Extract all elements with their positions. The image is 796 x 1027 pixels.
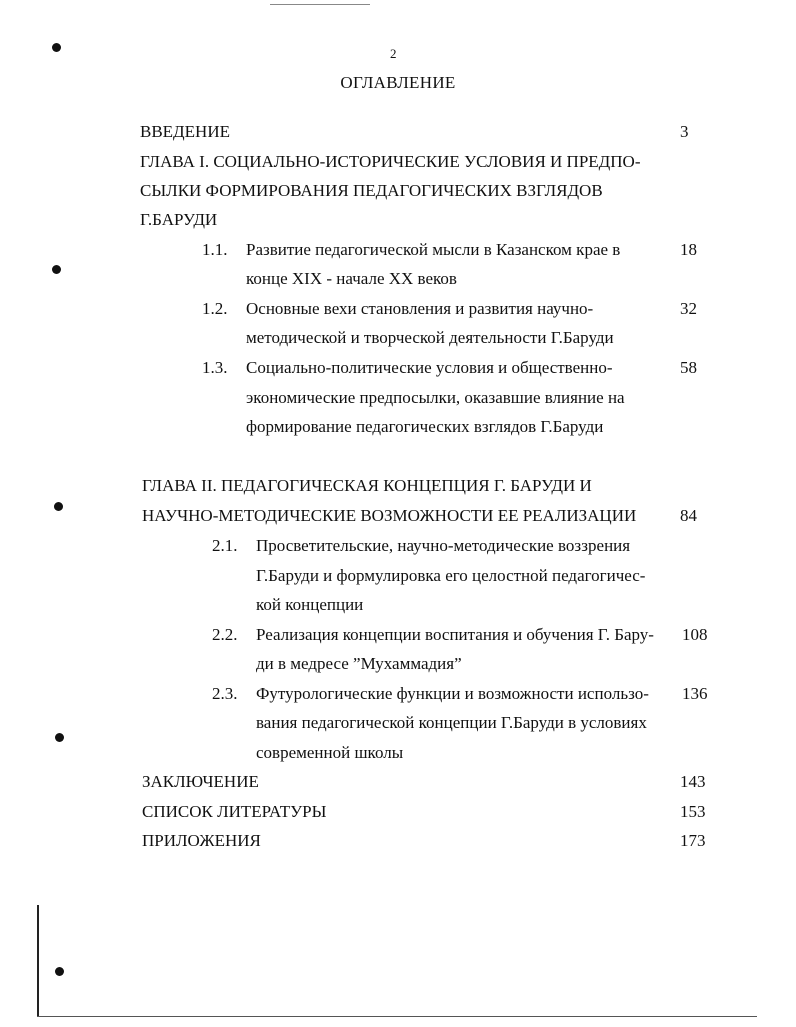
- toc-appendix-page: 173: [680, 831, 706, 850]
- binding-hole: [52, 265, 61, 274]
- toc-conclusion-page: 143: [680, 772, 706, 791]
- scan-bottom-edge: [37, 1016, 757, 1017]
- page-title: ОГЛАВЛЕНИЕ: [340, 73, 456, 92]
- toc-intro-page: 3: [680, 122, 689, 141]
- binding-hole: [54, 502, 63, 511]
- section-page: 108: [682, 625, 708, 644]
- toc-bibliography-label: СПИСОК ЛИТЕРАТУРЫ: [142, 802, 327, 821]
- section-title-line: Реализация концепции воспитания и обучения Г. Бару-: [256, 625, 654, 644]
- section-page: 58: [680, 358, 697, 377]
- section-page: 32: [680, 299, 697, 318]
- section-number: 1.3.: [202, 358, 228, 377]
- chapter1-title-line: ГЛАВА I. СОЦИАЛЬНО-ИСТОРИЧЕСКИЕ УСЛОВИЯ И ПРЕДПО-: [140, 152, 641, 171]
- chapter1-title-line: СЫЛКИ ФОРМИРОВАНИЯ ПЕДАГОГИЧЕСКИХ ВЗГЛЯДОВ: [140, 181, 603, 200]
- toc-appendix-label: ПРИЛОЖЕНИЯ: [142, 831, 261, 850]
- section-title-line: вания педагогической концепции Г.Баруди в условиях: [256, 713, 647, 732]
- toc-intro-label: ВВЕДЕНИЕ: [140, 122, 230, 141]
- toc-conclusion-label: ЗАКЛЮЧЕНИЕ: [142, 772, 259, 791]
- section-title-line: Развитие педагогической мысли в Казанском крае в: [246, 240, 621, 259]
- section-page: 136: [682, 684, 708, 703]
- section-title-line: методической и творческой деятельности Г.Баруди: [246, 328, 614, 347]
- section-title-line: экономические предпосылки, оказавшие влияние на: [246, 388, 625, 407]
- scan-top-line: [270, 4, 370, 5]
- scan-left-edge: [37, 905, 39, 1017]
- section-page: 18: [680, 240, 697, 259]
- section-title-line: формирование педагогических взглядов Г.Баруди: [246, 417, 604, 436]
- section-number: 2.2.: [212, 625, 238, 644]
- section-number: 1.1.: [202, 240, 228, 259]
- binding-hole: [55, 733, 64, 742]
- section-title-line: Просветительские, научно-методические воззрения: [256, 536, 631, 555]
- chapter1-title-line: Г.БАРУДИ: [140, 210, 218, 229]
- section-title-line: Г.Баруди и формулировка его целостной педагогичес-: [256, 566, 646, 585]
- section-title-line: Социально-политические условия и общественно-: [246, 358, 613, 377]
- chapter2-title-line: НАУЧНО-МЕТОДИЧЕСКИЕ ВОЗМОЖНОСТИ ЕЕ РЕАЛИЗАЦИИ: [142, 506, 637, 525]
- section-title-line: кой концепции: [256, 595, 364, 614]
- section-title-line: конце XIX - начале XX веков: [246, 269, 457, 288]
- section-number: 2.1.: [212, 536, 238, 555]
- section-number: 1.2.: [202, 299, 228, 318]
- toc-bibliography-page: 153: [680, 802, 706, 821]
- chapter2-page: 84: [680, 506, 697, 525]
- section-title-line: современной школы: [256, 743, 404, 762]
- binding-hole: [52, 43, 61, 52]
- chapter2-title-line: ГЛАВА II. ПЕДАГОГИЧЕСКАЯ КОНЦЕПЦИЯ Г. БАРУДИ И: [142, 476, 592, 495]
- section-number: 2.3.: [212, 684, 238, 703]
- section-title-line: Основные вехи становления и развития научно-: [246, 299, 594, 318]
- binding-hole: [55, 967, 64, 976]
- page-number: 2: [390, 46, 397, 61]
- section-title-line: ди в медресе ”Мухаммадия”: [256, 654, 462, 673]
- section-title-line: Футурологические функции и возможности использо-: [256, 684, 649, 703]
